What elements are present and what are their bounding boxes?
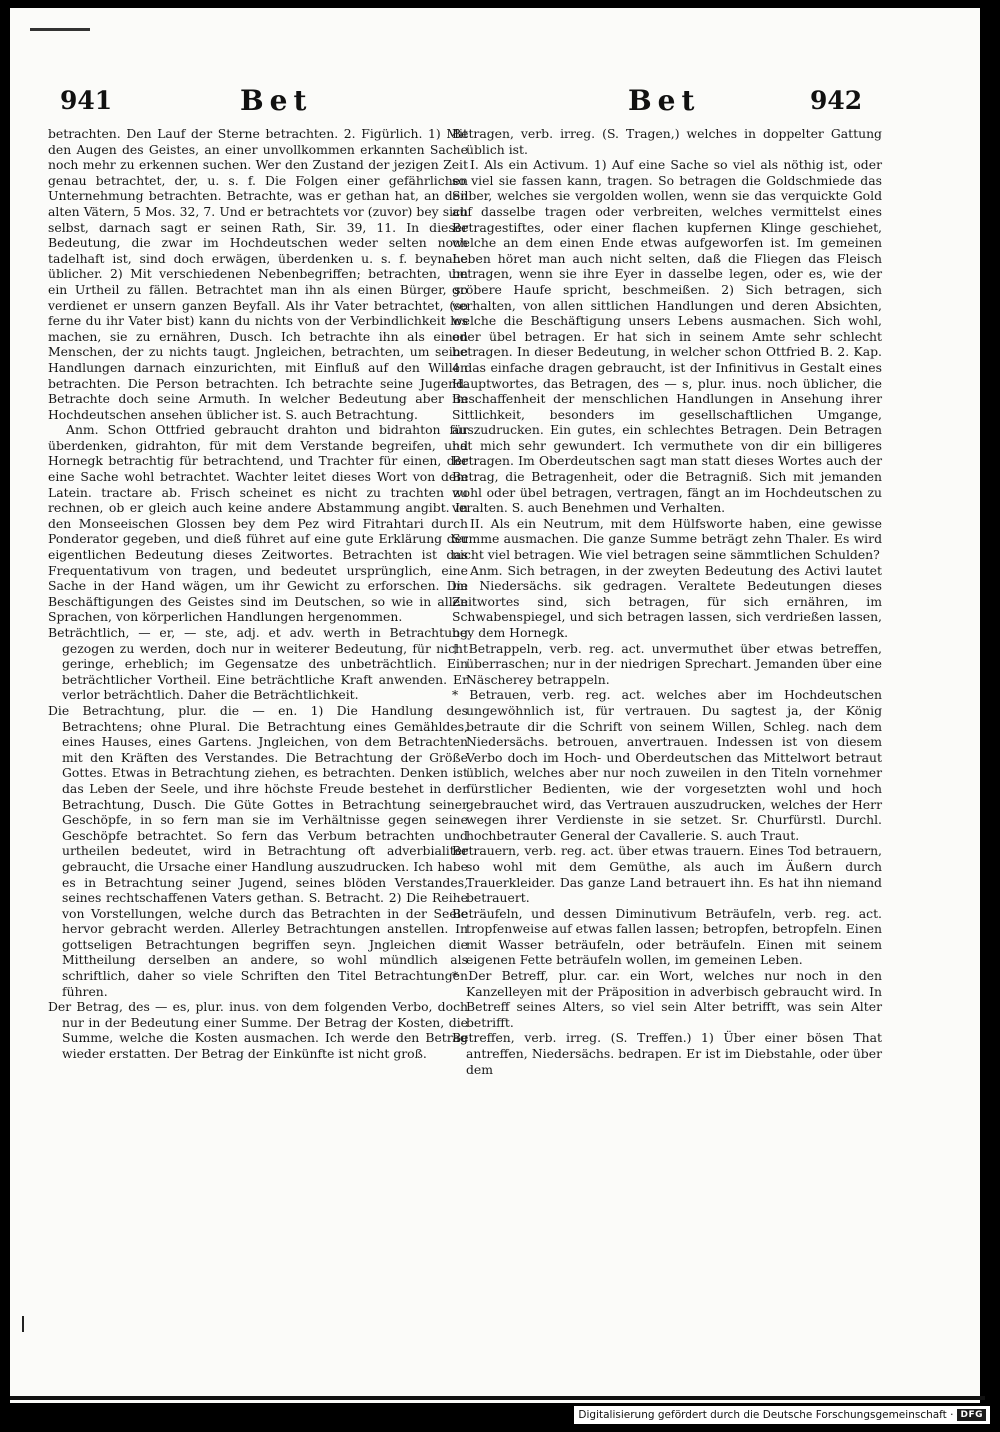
entry-betreffen: Betreffen, verb. irreg. (S. Treffen.) 1) Über einer bösen That antreffen, Niedersächs. bedrapen. Er ist im Diebstahle, oder über dem: [452, 1030, 882, 1077]
entry-betrappeln: † Betrappeln, verb. reg. act. unvermuthet über etwas betreffen, überraschen; nur in der niedrigen Sprechart. Jemanden über eine Näscherey betrappeln.: [452, 640, 882, 687]
dfg-logo: DFG: [957, 1409, 986, 1421]
scan-artifact-line: [30, 28, 90, 31]
left-column: [48, 126, 468, 1062]
entry-betrauen: * Betrauen, verb. reg. act. welches aber im Hochdeutschen ungewöhnlich ist, für vertrauen. Du sagtest ja, der König betraute dir die Schrift von seinem Willen, Schleg. nach dem Niedersächs. betrouen, anvertrauen. Indessen ist von diesem Verbo doch im Hoch- und Oberdeutschen das Mittelwort betraut üblich, welches aber nur noch zuweilen in den Titeln vornehmer fürstlicher Bedienten, wie der vorgesetzten wohl und hoch gebrauchet wird, das Vertrauen auszudrucken, welches der Herr wegen ihrer Verdienste in sie setzet. Sr. Churfürstl. Durchl. hochbetrauter General der Cavallerie. S. auch Traut.: [452, 687, 882, 843]
right-head-word: Bet: [628, 84, 701, 117]
entry-betragen: Betragen, verb. irreg. (S. Tragen,) welches in doppelter Gattung üblich ist.: [452, 126, 882, 157]
margin-mark: [22, 1316, 24, 1332]
scan-bottom-edge: [10, 1396, 985, 1400]
entry-betraeufeln: Beträufeln, und dessen Diminutivum Beträufeln, verb. reg. act. tropfenweise auf etwas fallen lassen; betropfen, betropfeln. Einen mit Wasser beträufeln, oder beträufeln. Einen mit seinem eigenen Fette beträufeln wollen, im gemeinen Leben.: [452, 905, 882, 968]
left-head-word: Bet: [240, 84, 313, 117]
entry-betragen-activum: I. Als ein Activum. 1) Auf eine Sache so viel als nöthig ist, oder so viel sie fassen kann, tragen. So betragen die Goldschmiede das Silber, welches sie vergolden wollen, wenn sie das verquickte Gold auf dasselbe tragen oder verbreiten, welches vermittelst eines Betragestiftes, oder einer flachen kupfernen Klinge geschiehet, welche an dem einen Ende etwas aufgeworfen ist. Im gemeinen Leben höret man auch nicht selten, daß die Fliegen das Fleisch betragen, wenn sie ihre Eyer in dasselbe legen, oder es, wie der gröbere Haufe spricht, beschmeißen. 2) Sich betragen, sich verhalten, von allen sittlichen Handlungen und deren Absichten, welche die Beschäftigung unsers Lebens ausmachen. Sich wohl, oder übel betragen. Er hat sich in seinem Amte sehr schlecht betragen. In dieser Bedeutung, in welcher schon Ottfried B. 2. Kap. 4 das einfache dragen gebraucht, ist der Infinitivus in Gestalt eines Hauptwortes, das Betragen, des — s, plur. inus. noch üblicher, die Beschaffenheit der menschlichen Handlungen in Ansehung ihrer Sittlichkeit, besonders im gesellschaftlichen Umgange, auszudrucken. Ein gutes, ein schlechtes Betragen. Dein Betragen hat mich sehr gewundert. Ich vermuthete von dir ein billigeres Betragen. Im Oberdeutschen sagt man statt dieses Wortes auch der Betrag, die Betragenheit, oder die Betragniß. Sich mit jemanden wohl oder übel betragen, vertragen, fängt an im Hochdeutschen zu veralten. S. auch Benehmen und Verhalten.: [452, 157, 882, 516]
credit-text: Digitalisierung gefördert durch die Deutsche Forschungsgemeinschaft ·: [578, 1409, 954, 1421]
right-page-number: 942: [810, 86, 863, 115]
entry-betrachtung: Die Betrachtung, plur. die — en. 1) Die Handlung des Betrachtens; ohne Plural. Die Betrachtung eines Gemähldes, eines Hauses, eines Gartens. Jngleichen, von dem Betrachten mit den Kräften des Verstandes. Die Betrachtung der Größe Gottes. Etwas in Betrachtung ziehen, es betrachten. Denken ist das Leben der Seele, und ihre höchste Freude bestehet in der Betrachtung, Dusch. Die Güte Gottes in Betrachtung seiner Geschöpfe, in so fern man sie im Verhältnisse gegen seine Geschöpfe betrachtet. So fern das Verbum betrachten und urtheilen bedeutet, wird in Betrachtung oft adverbialiter gebraucht, die Ursache einer Handlung auszudrucken. Ich habe es in Betrachtung seiner Jugend, seines blöden Verstandes, seines rechtschaffenen Vaters gethan. S. Betracht. 2) Die Reihe von Vorstellungen, welche durch das Betrachten in der Seele hervor gebracht werden. Allerley Betrachtungen anstellen. In gottseligen Betrachtungen begriffen seyn. Jngleichen die Mittheilung derselben an andere, so wohl mündlich als schriftlich, daher so viele Schriften den Titel Betrachtungen führen.: [48, 702, 468, 999]
entry-paragraph: betrachten. Den Lauf der Sterne betrachten. 2. Figürlich. 1) Mit den Augen des Geistes, an einer unvollkommen erkannten Sache noch mehr zu erkennen suchen. Wer den Zustand der jezigen Zeit genau betrachtet, der, u. s. f. Die Folgen einer gefährlichen Unternehmung betrachten. Betrachte, was er gethan hat, an den alten Vätern, 5 Mos. 32, 7. Und er betrachtets vor (zuvor) bey sich selbst, darnach sagt er seinen Rath, Sir. 39, 11. In dieser Bedeutung, die zwar im Hochdeutschen weder selten noch tadelhaft ist, sind doch erwägen, überdenken u. s. f. beynahe üblicher. 2) Mit verschiedenen Nebenbegriffen; betrachten, um ein Urtheil zu fällen. Betrachtet man ihn als einen Bürger, so verdienet er unsern ganzen Beyfall. Als ihr Vater betrachtet, (so ferne du ihr Vater bist) kann du nichts von der Verbindlichkeit los machen, sie zu ernähren, Dusch. Ich betrachte ihn als einen Menschen, der zu nichts taugt. Jngleichen, betrachten, um seine Handlungen darnach einzurichten, mit Einfluß auf den Willen betrachten. Die Person betrachten. Ich betrachte seine Jugend. Betrachte doch seine Armuth. In welcher Bedeutung aber im Hochdeutschen ansehen üblicher ist. S. auch Betrachtung.: [48, 126, 468, 422]
digitization-credit: [574, 1406, 990, 1424]
annotation-paragraph: Anm. Sich betragen, in der zweyten Bedeutung des Activi lautet im Niedersächs. sik gedragen. Veraltete Bedeutungen dieses Zeitwortes sind, sich betragen, für sich ernähren, im Schwabenspiegel, und sich betragen lassen, sich verdrießen lassen, bey dem Hornegk.: [452, 562, 882, 640]
annotation-paragraph: Anm. Schon Ottfried gebraucht drahton und bidrahton für überdenken, gidrahton, für mit dem Verstande begreifen, und Hornegk betrachtig für betrachtend, und Trachter für einen, der eine Sache wohl betrachtet. Wachter leitet dieses Wort von dem Latein. tractare ab. Frisch scheinet es nicht zu trachten zu rechnen, ob er gleich auch keine andere Abstammung angibt. In den Monseeischen Glossen bey dem Pez wird Fitrahtari durch Ponderator gegeben, und dieß führet auf eine gute Erklärung der eigentlichen Bedeutung dieses Zeitwortes. Betrachten ist das Frequentativum von tragen, und bedeutet ursprünglich, eine Sache in der Hand wägen, um ihr Gewicht zu erforschen. Die Beschäftigungen des Geistes sind im Deutschen, so wie in allen Sprachen, von körperlichen Handlungen hergenommen.: [48, 422, 468, 625]
right-column: [452, 126, 882, 1077]
entry-betrag: Der Betrag, des — es, plur. inus. von dem folgenden Verbo, doch nur in der Bedeutung einer Summe. Der Betrag der Kosten, die Summe, welche die Kosten ausmachen. Ich werde den Betrag wieder erstatten. Der Betrag der Einkünfte ist nicht groß.: [48, 999, 468, 1062]
entry-betraechtlich: Beträchtlich, — er, — ste, adj. et adv. werth in Betrachtung gezogen zu werden, doch nur in weiterer Bedeutung, für nicht geringe, erheblich; im Gegensatze des unbeträchtlich. Ein beträchtlicher Vortheil. Eine beträchtliche Kraft anwenden. Er verlor beträchtlich. Daher die Beträchtlichkeit.: [48, 625, 468, 703]
entry-betragen-neutrum: II. Als ein Neutrum, mit dem Hülfsworte haben, eine gewisse Summe ausmachen. Die ganze Summe beträgt zehn Thaler. Es wird nicht viel betragen. Wie viel betragen seine sämmtlichen Schulden?: [452, 515, 882, 563]
entry-betreff: * Der Betreff, plur. car. ein Wort, welches nur noch in den Kanzelleyen mit der Präposition in adverbisch gebraucht wird. In Betreff seines Alters, so viel sein Alter betrifft, was sein Alter betrifft.: [452, 968, 882, 1030]
entry-betrauern: Betrauern, verb. reg. act. über etwas trauern. Eines Tod betrauern, so wohl mit dem Gemüthe, als auch im Äußern durch Trauerkleider. Das ganze Land betrauert ihn. Es hat ihn niemand betrauert.: [452, 843, 882, 906]
left-page-number: 941: [60, 86, 113, 115]
scanned-page: [10, 8, 980, 1403]
